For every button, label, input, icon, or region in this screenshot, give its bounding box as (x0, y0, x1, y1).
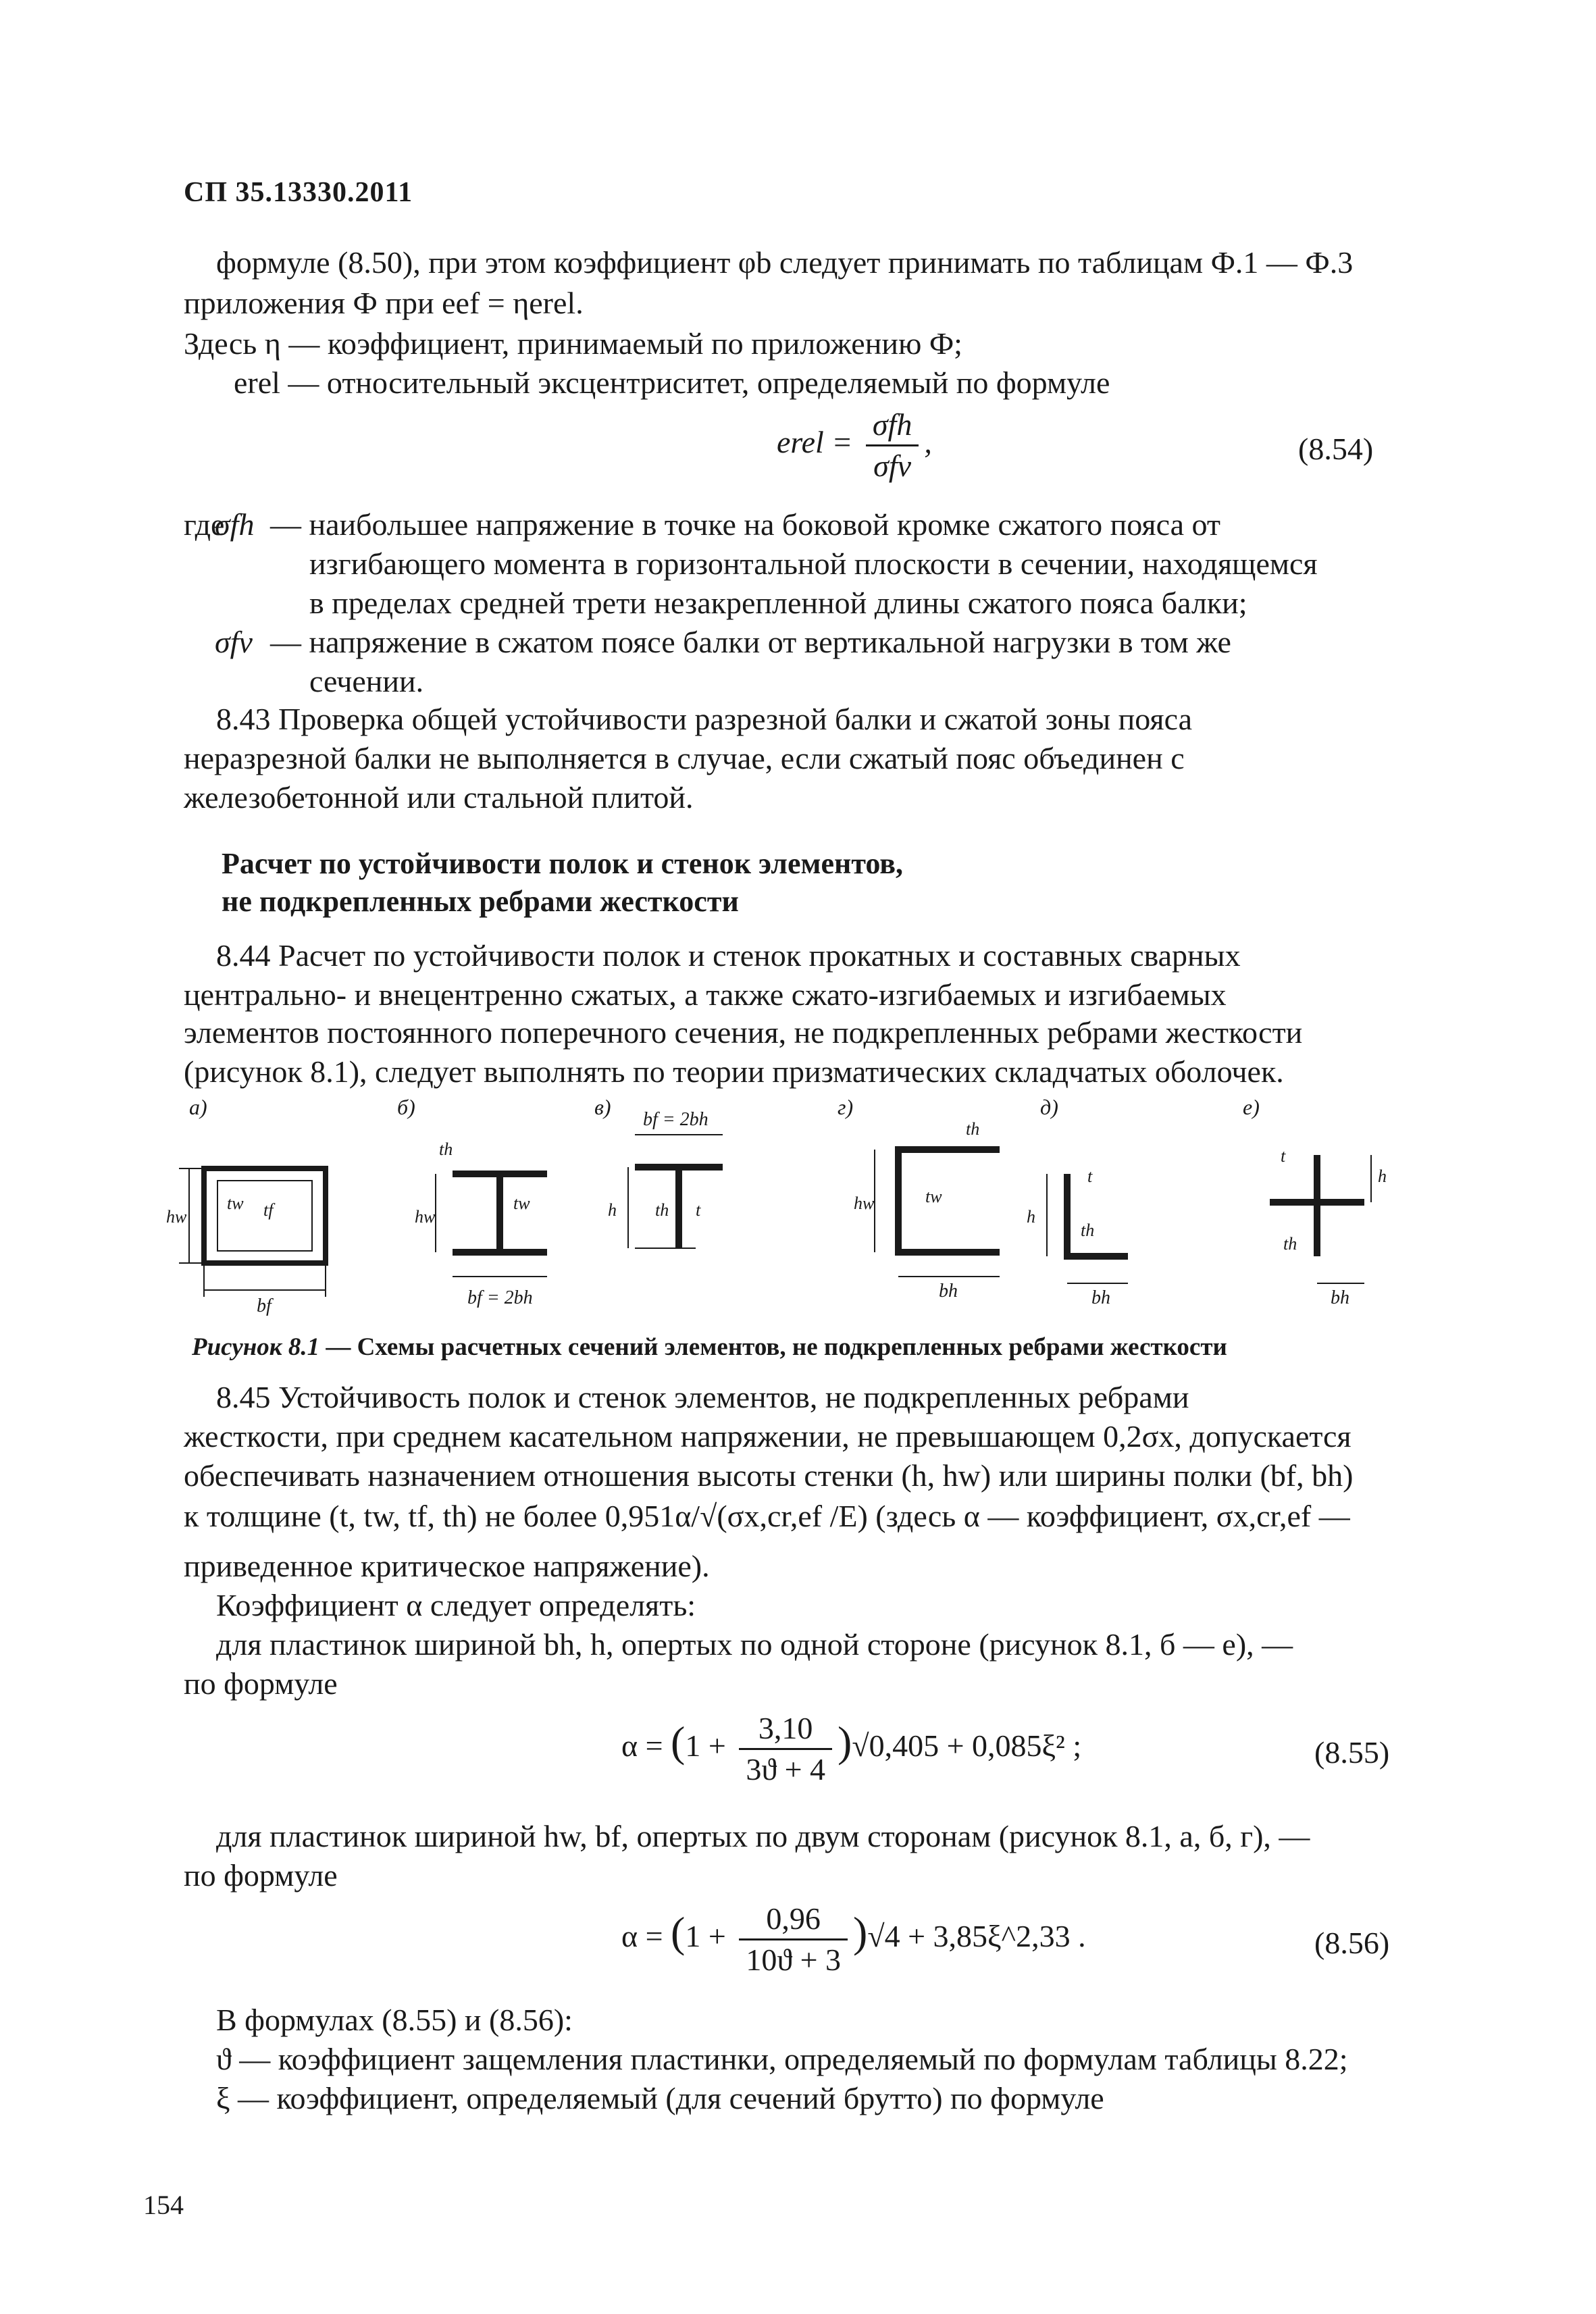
symbol-sigma-fh: σfh (215, 507, 255, 542)
text-line: формуле (8.50), при этом коэффициент φb следует принимать по таблицам Ф.1 — Ф.3 (216, 245, 1354, 280)
dim-t: t (1087, 1166, 1093, 1186)
dim-t: t (696, 1200, 701, 1220)
eq-tail: . (1078, 1919, 1086, 1954)
fig-label-e: е) (1243, 1095, 1260, 1119)
dim-hw: hw (854, 1193, 875, 1213)
fig-label-d: д) (1040, 1095, 1058, 1119)
dim-th: th (966, 1119, 980, 1139)
equation-8-55: α = (1 + $\frac{3,10}{3ϑ + 4}$ )√0,405 + 0,085ξ² ; (621, 1709, 1081, 1789)
text-line: ϑ — коэффициент защемления пластинки, определяемый по формулам таблицы 8.22; (216, 2042, 1348, 2076)
text-line: приведенное критическое напряжение). (184, 1549, 710, 1583)
eq-lhs: α = (621, 1728, 663, 1764)
eq-tail: , (924, 425, 932, 460)
equation-number: (8.56) (1314, 1926, 1390, 1960)
equation-8-54 (777, 405, 932, 486)
text-line: 8.45 Устойчивость полок и стенок элементов, не подкрепленных ребрами (216, 1380, 1189, 1414)
text-line: сечении. (309, 664, 424, 698)
dim-bh: bh (1091, 1287, 1110, 1308)
fig-label-b: б) (397, 1095, 415, 1119)
text-line: жесткости, при среднем касательном напряжении, не превышающем 0,2σx, допускается (184, 1419, 1352, 1454)
section-heading: Расчет по устойчивости полок и стенок элементов, (222, 847, 904, 880)
text-line: для пластинок шириной bh, h, опертых по одной стороне (рисунок 8.1, б — е), — (216, 1627, 1293, 1662)
eq-root: √0,405 + 0,085ξ² (852, 1728, 1065, 1764)
text-line: центрально- и внецентренно сжатых, а также сжато-изгибаемых и изгибаемых (184, 977, 1227, 1012)
text-line: неразрезной балки не выполняется в случае, если сжатый пояс объединен с (184, 741, 1185, 775)
eq-one-plus: 1 + (685, 1919, 726, 1954)
running-header: СП 35.13330.2011 (184, 177, 413, 208)
text-line: в пределах средней трети незакрепленной длины сжатого пояса балки; (309, 586, 1247, 620)
caption-text: — Схемы расчетных сечений элементов, не подкрепленных ребрами жесткости (319, 1333, 1227, 1361)
dim-th: th (439, 1139, 453, 1159)
text-line: — наибольшее напряжение в точке на боковой кромке сжатого пояса от (270, 507, 1220, 542)
dim-th: th (1081, 1220, 1095, 1240)
eq-fraction (866, 405, 919, 486)
dim-hw: hw (166, 1207, 187, 1227)
eq-denominator: σfv (873, 448, 912, 483)
dim-h: h (608, 1200, 617, 1220)
eq-numerator: 0,96 (739, 1899, 848, 1940)
eq-numerator: σfh (866, 405, 919, 446)
text-line: Коэффициент α следует определять: (216, 1588, 696, 1622)
dim-tw: tw (925, 1187, 942, 1206)
dim-th: th (655, 1200, 669, 1220)
page-number: 154 (143, 2190, 184, 2220)
text-line: В формулах (8.55) и (8.56): (216, 2003, 573, 2037)
equation-number: (8.54) (1298, 432, 1374, 466)
dim-h: h (1027, 1207, 1035, 1227)
dim-tw: tw (513, 1193, 530, 1213)
eq-denominator: 10ϑ + 3 (746, 1943, 842, 1977)
eq-fraction (739, 1899, 848, 1980)
text-line: — напряжение в сжатом поясе балки от вертикальной нагрузки в том же (270, 625, 1231, 659)
dim-hw: hw (415, 1207, 436, 1227)
section-heading: не подкрепленных ребрами жесткости (222, 885, 739, 918)
text-line: 8.43 Проверка общей устойчивости разрезной балки и сжатой зоны пояса (216, 702, 1192, 736)
text-line: Здесь η — коэффициент, принимаемый по приложению Ф; (184, 326, 962, 361)
equation-number: (8.55) (1314, 1735, 1390, 1770)
text-line: для пластинок шириной hw, bf, опертых по двум сторонам (рисунок 8.1, а, б, г), — (216, 1819, 1310, 1853)
text-line: ξ — коэффициент, определяемый (для сечений брутто) по формуле (216, 2081, 1104, 2115)
text-line: изгибающего момента в горизонтальной плоскости в сечении, находящемся (309, 546, 1318, 581)
text-line: по формуле (184, 1666, 338, 1701)
dim-t: t (1281, 1146, 1286, 1166)
eq-fraction (739, 1709, 832, 1789)
dim-tf: tf (263, 1200, 274, 1220)
dim-bf2bh: bf = 2bh (467, 1287, 533, 1308)
eq-lhs: erel = (777, 425, 853, 460)
dim-bf: bf (257, 1295, 272, 1316)
eq-one-plus: 1 + (685, 1728, 726, 1764)
text-line: элементов постоянного поперечного сечения, не подкрепленных ребрами жесткости (184, 1015, 1303, 1050)
dim-tw: tw (227, 1193, 244, 1213)
eq-numerator: 3,10 (739, 1709, 832, 1750)
text-line: обеспечивать назначением отношения высоты стенки (h, hw) или ширины полки (bf, bh) (184, 1458, 1354, 1493)
symbol-sigma-fv: σfv (215, 625, 253, 659)
text-line: приложения Ф при eef = ηerel. (184, 286, 584, 320)
text-line: к толщине (t, tw, tf, th) не более 0,951α/√(σx,cr,ef /E) (здесь α — коэффициент, σx,cr,ef — (184, 1499, 1350, 1533)
dim-th: th (1283, 1234, 1297, 1254)
text-line: 8.44 Расчет по устойчивости полок и стенок прокатных и составных сварных (216, 938, 1241, 973)
figure-caption (192, 1328, 1227, 1367)
text-line: erel — относительный эксцентриситет, определяемый по формуле (234, 365, 1110, 400)
eq-lhs: α = (621, 1919, 663, 1954)
text-line: по формуле (184, 1858, 338, 1893)
eq-denominator: 3ϑ + 4 (746, 1752, 826, 1786)
fig-label-g: г) (838, 1095, 854, 1119)
equation-8-56: α = (1 + $\frac{0,96}{10ϑ + 3}$ )√4 + 3,85ξ^2,33 . (621, 1899, 1086, 1980)
dim-bh: bh (1331, 1287, 1349, 1308)
eq-root: √4 + 3,85ξ^2,33 (867, 1919, 1071, 1954)
figure-8-1 (162, 1094, 1418, 1317)
fig-label-a: а) (189, 1095, 207, 1119)
caption-figure-ref: Рисунок 8.1 (192, 1333, 320, 1361)
dim-h: h (1378, 1166, 1387, 1186)
text-line: железобетонной или стальной плитой. (184, 780, 694, 815)
text-line: (рисунок 8.1), следует выполнять по теории призматических складчатых оболочек. (184, 1054, 1284, 1089)
where-word: где (184, 507, 225, 542)
fig-label-v: в) (594, 1095, 611, 1119)
dim-bh: bh (939, 1281, 958, 1302)
eq-tail: ; (1073, 1728, 1082, 1764)
dim-bf2bh: bf = 2bh (643, 1109, 709, 1130)
